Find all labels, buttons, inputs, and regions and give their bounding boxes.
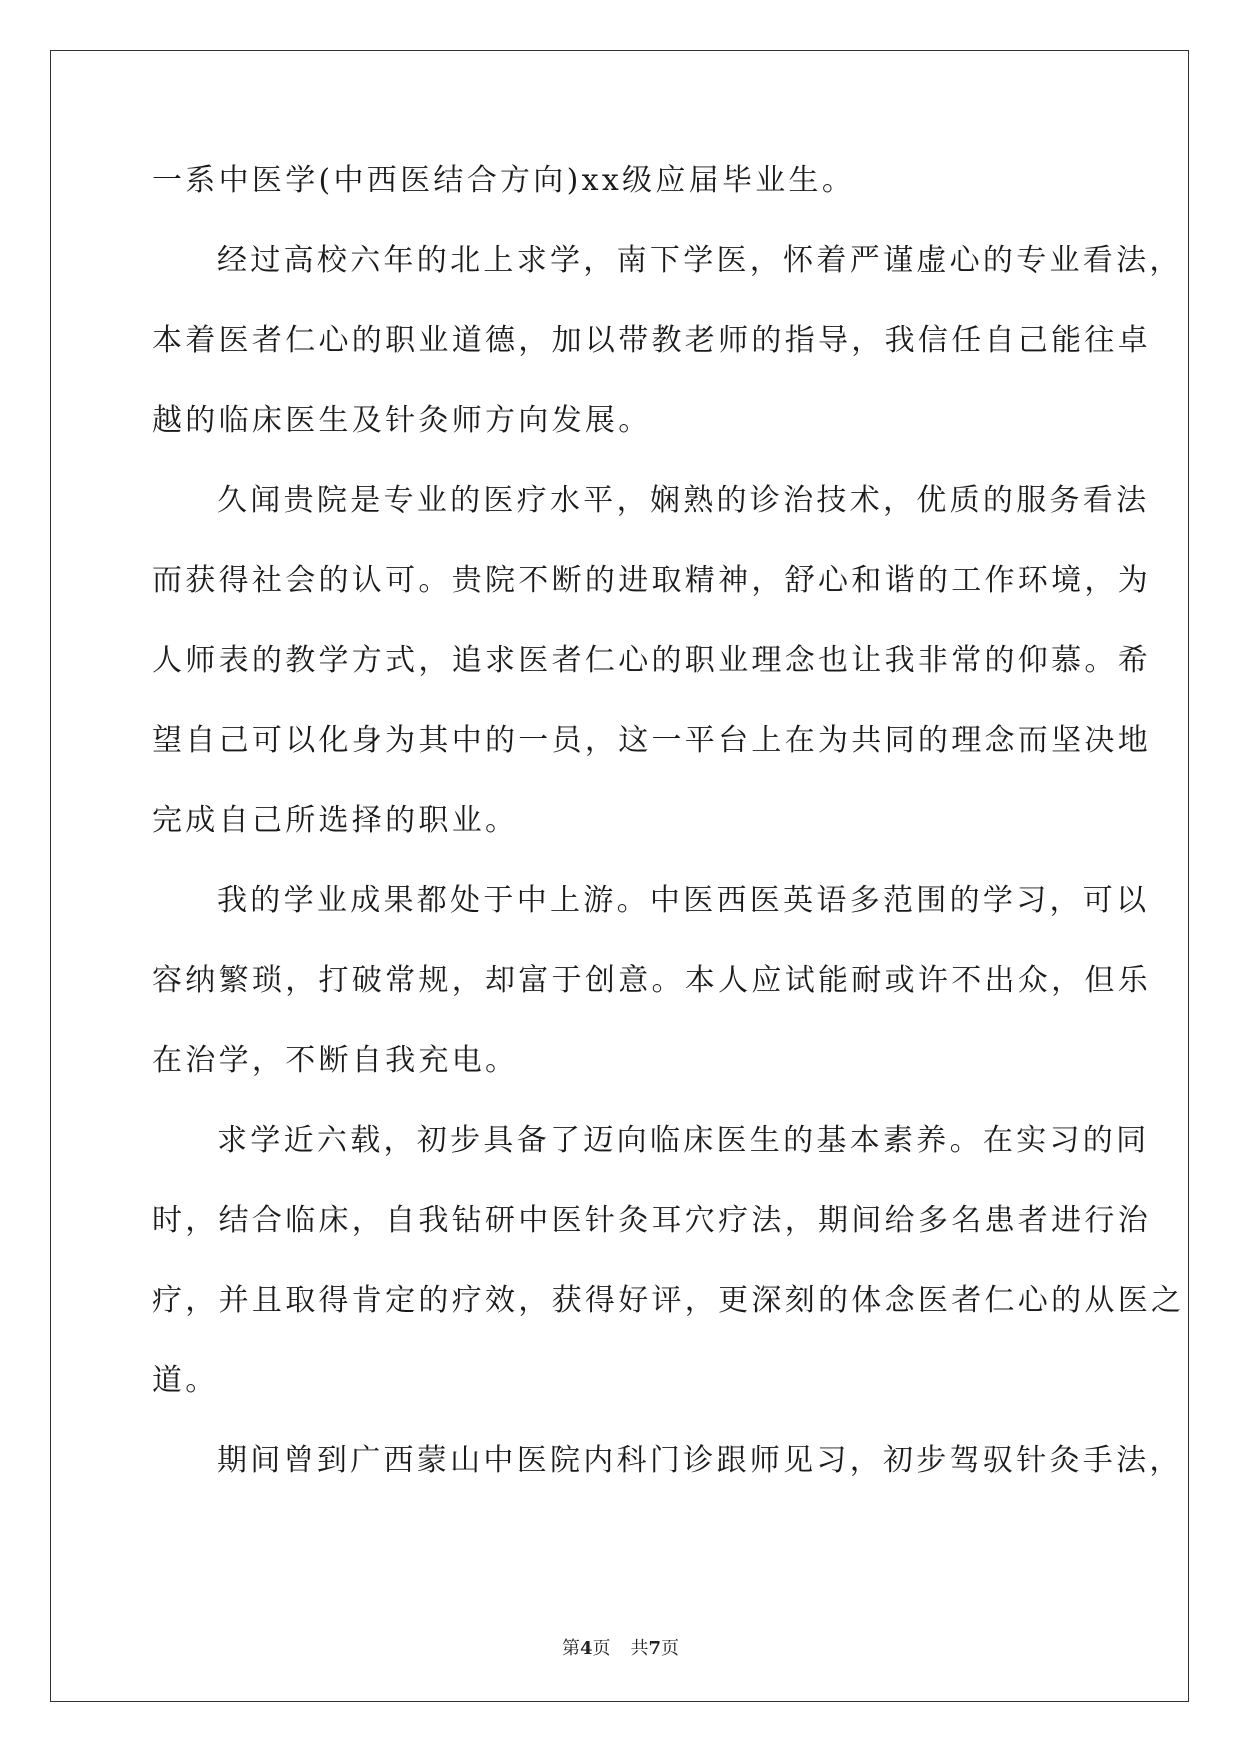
paragraph-line: 经过高校六年的北上求学，南下学医，怀着严谨虚心的专业看法， [217,243,1183,278]
paragraph-line: 完成自己所选择的职业。 [152,803,519,838]
paragraph-line: 人师表的教学方式，追求医者仁心的职业理念也让我非常的仰慕。希 [152,643,1151,678]
paragraph-line: 容纳繁琐，打破常规，却富于创意。本人应试能耐或许不出众，但乐 [152,963,1151,998]
paragraph-line: 望自己可以化身为其中的一员，这一平台上在为共同的理念而坚决地 [152,723,1151,758]
footer-page-prefix: 第 [561,1638,580,1659]
document-body [152,163,1185,1526]
paragraph-line: 久闻贵院是专业的医疗水平，娴熟的诊治技术，优质的服务看法 [217,483,1150,518]
paragraph-line: 本着医者仁心的职业道德，加以带教老师的指导，我信任自己能往卓 [152,323,1151,358]
footer-total-prefix: 共 [630,1638,649,1659]
footer-page-suffix: 页 [592,1638,611,1659]
paragraph-line: 越的临床医生及针灸师方向发展。 [152,403,652,438]
paragraph-line: 疗，并且取得肯定的疗效，获得好评，更深刻的体念医者仁心的从医之 [152,1283,1185,1318]
page-footer [0,1634,1241,1660]
paragraph-line: 一系中医学(中西医结合方向)xx级应届毕业生。 [152,163,856,198]
footer-total-suffix: 页 [661,1638,680,1659]
footer-total-pages: 7 [648,1638,662,1659]
paragraph-line: 求学近六载，初步具备了迈向临床医生的基本素养。在实习的同 [217,1123,1150,1158]
paragraph-line: 期间曾到广西蒙山中医院内科门诊跟师见习，初步驾驭针灸手法， [217,1443,1183,1478]
footer-page-number: 4 [579,1638,593,1659]
paragraph-line: 我的学业成果都处于中上游。中医西医英语多范围的学习，可以 [217,883,1150,918]
paragraph-line: 道。 [152,1363,219,1398]
paragraph-line: 在治学，不断自我充电。 [152,1043,519,1078]
paragraph-line: 时，结合临床，自我钻研中医针灸耳穴疗法，期间给多名患者进行治 [152,1203,1151,1238]
paragraph-line: 而获得社会的认可。贵院不断的进取精神，舒心和谐的工作环境，为 [152,563,1151,598]
